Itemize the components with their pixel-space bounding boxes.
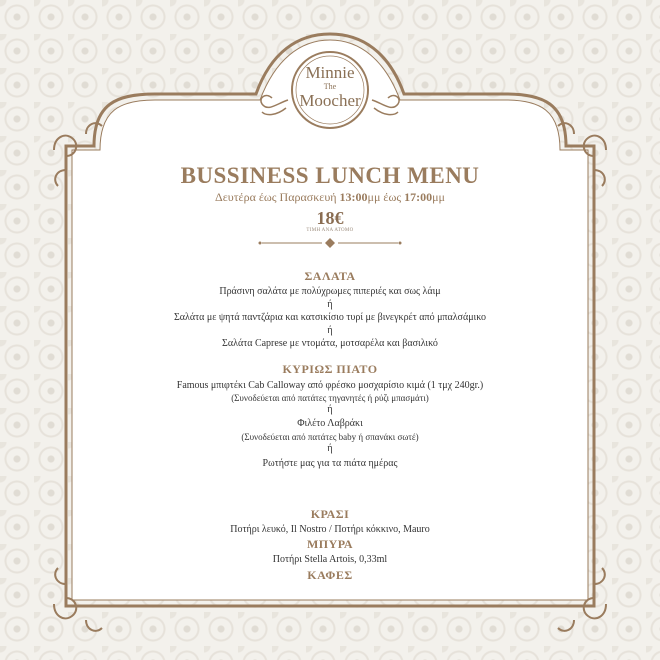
logo-name-top: Minnie xyxy=(305,63,355,82)
main-item-2: Φιλέτο Λαβράκι xyxy=(297,418,363,429)
price-note: ΤΙΜΗ ΑΝΑ ΑΤΟΜΟ xyxy=(306,228,354,233)
salad-item-3: Σαλάτα Caprese με ντομάτα, μοτσαρέλα και βασιλικό xyxy=(222,338,438,349)
menu-price: 18€ xyxy=(316,208,344,228)
logo-name-bottom: Moocher xyxy=(299,91,361,110)
main-item-1-note: (Συνοδεύεται από πατάτες τηγανητές ή ρύζι μπασμάτι) xyxy=(231,393,429,403)
or-separator: ή xyxy=(327,325,333,336)
salad-item-2: Σαλάτα με ψητά παντζάρια και κατσικίσιο τυρί με βινεγκρέτ από μπαλσάμικο xyxy=(173,312,487,323)
main-item-3: Ρωτήστε μας για τα πιάτα ημέρας xyxy=(262,458,398,469)
main-item-1: Famous μπιφτέκι Cab Calloway από φρέσκο μοσχαρίσιο κιμά (1 τμχ 240gr.) xyxy=(176,380,484,391)
section-heading-wine: ΚΡΑΣΙ xyxy=(310,507,350,521)
or-separator: ή xyxy=(327,443,333,454)
or-separator: ή xyxy=(327,299,333,310)
beer-item: Ποτήρι Stella Artois, 0,33ml xyxy=(272,554,388,565)
opening-hours: Δευτέρα έως Παρασκευή 13:00μμ έως 17:00μμ xyxy=(215,190,445,204)
main-item-2-note: (Συνοδεύεται από πατάτες baby ή σπανάκι σωτέ) xyxy=(241,432,419,442)
menu-title: BUSSINESS LUNCH MENU xyxy=(180,163,480,188)
logo-name-mid: The xyxy=(323,82,337,91)
wine-item: Ποτήρι λευκό, Il Nostro / Ποτήρι κόκκινο, Mauro xyxy=(230,524,430,535)
section-heading-mains: ΚΥΡΙΩΣ ΠΙΑΤΟ xyxy=(282,362,378,376)
or-separator: ή xyxy=(327,404,333,415)
section-heading-beer: ΜΠΥΡΑ xyxy=(306,537,354,551)
salad-item-1: Πράσινη σαλάτα με πολύχρωμες πιπεριές και σως λάιμ xyxy=(219,286,441,297)
section-heading-salads: ΣΑΛΑΤΑ xyxy=(304,269,356,283)
section-heading-coffee: ΚΑΦΕΣ xyxy=(307,568,353,582)
